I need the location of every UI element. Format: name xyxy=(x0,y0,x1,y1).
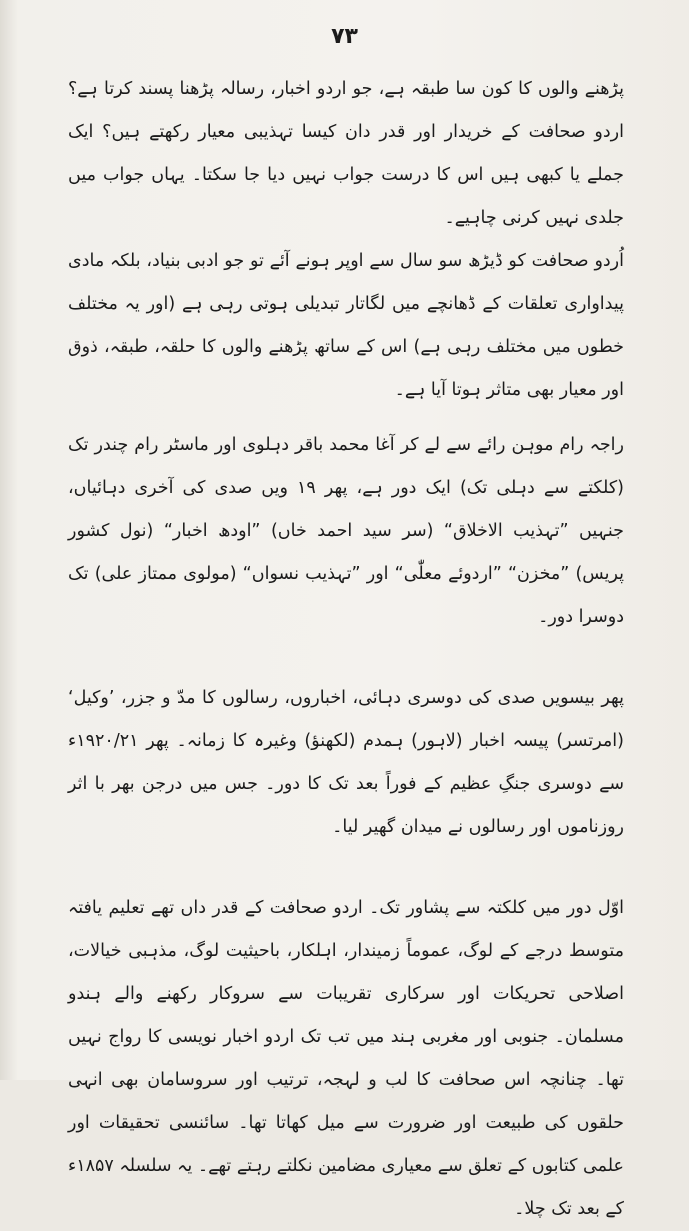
paragraph-urdu-journalism-history: اُردو صحافت کو ڈیڑھ سو سال سے اوپر ہونے آئے تو جو ادبی بنیاد، بلکہ مادی پیداواری تعلقات کے ڈھانچے میں لگاتار تبدیلی ہوتی رہی ہے (اور یہ مختلف خطوں میں مختلف رہی ہے) اس کے ساتھ پڑھنے والوں کا حلقہ، طبقہ، ذوق اور معیار بھی متاثر ہوتا آیا ہے۔ xyxy=(68,251,624,400)
paragraph-spacer xyxy=(68,412,624,424)
paragraph-spacer xyxy=(68,849,624,887)
page-body xyxy=(68,68,624,1231)
paragraph-first-era-readers: اوّل دور میں کلکتہ سے پشاور تک۔ اردو صحافت کے قدر داں تھے تعلیم یافتہ متوسط درجے کے لوگ، عموماً زمیندار، اہلکار، باحیثیت لوگ، مذہبی خیالات، اصلاحی تحریکات اور سرکاری تقریبات سے سروکار رکھنے والے ہندو مسلمان۔ جنوبی اور مغربی ہند میں تب تک اردو اخبار نویسی کا رواج نہیں تھا۔ چنانچہ اس صحافت کا لب و لہجہ، ترتیب اور سروسامان بھی انہی حلقوں کی طبیعت اور ضرورت سے میل کھاتا تھا۔ سائنسی تحقیقات اور علمی کتابوں کے تعلق سے معیاری مضامین نکلتے رہتے تھے۔ یہ سلسلہ ۱۸۵۷ء کے بعد تک چلا۔ xyxy=(68,898,624,1219)
paragraph-spacer xyxy=(68,639,624,677)
paragraph-reader-question: پڑھنے والوں کا کون سا طبقہ ہے، جو اردو اخبار، رسالہ پڑھنا پسند کرتا ہے؟ اردو صحافت کے خریدار اور قدر دان کیسا تہذیبی معیار رکھتے ہیں؟ ایک جملے یا کبھی ہیں اس کا درست جواب نہیں دیا جا سکتا۔ یہاں جواب میں جلدی نہیں کرنی چاہیے۔ xyxy=(68,79,624,228)
paragraph-first-second-era: راجہ رام موہن رائے سے لے کر آغا محمد باقر دہلوی اور ماسٹر رام چندر تک (کلکتے سے دہلی تک) ایک دور ہے، پھر ۱۹ ویں صدی کی آخری دہائیاں، جنہیں ”تہذیب الاخلاق“ (سر سید احمد خاں) ”اودھ اخبار“ (نول کشور پریس) ”مخزن“ ”اردوئے معلّٰی“ اور ”تہذیب نسواں“ (مولوی ممتاز علی) تک دوسرا دور۔ xyxy=(68,435,625,627)
paragraph-twentieth-century: پھر بیسویں صدی کی دوسری دہائی، اخباروں، رسالوں کا مدّ و جزر، ’وکیل‘ (امرتسر) پیسہ اخبار (لاہور) ہمدم (لکھنؤ) وغیرہ کا زمانہ۔ پھر ۱۹۲۰/۲۱ء سے دوسری جنگِ عظیم کے فوراً بعد تک کا دور۔ جس میں درجن بھر با اثر روزناموں اور رسالوں نے میدان گھیر لیا۔ xyxy=(68,688,624,837)
page-number: ۷۳ xyxy=(331,24,358,49)
